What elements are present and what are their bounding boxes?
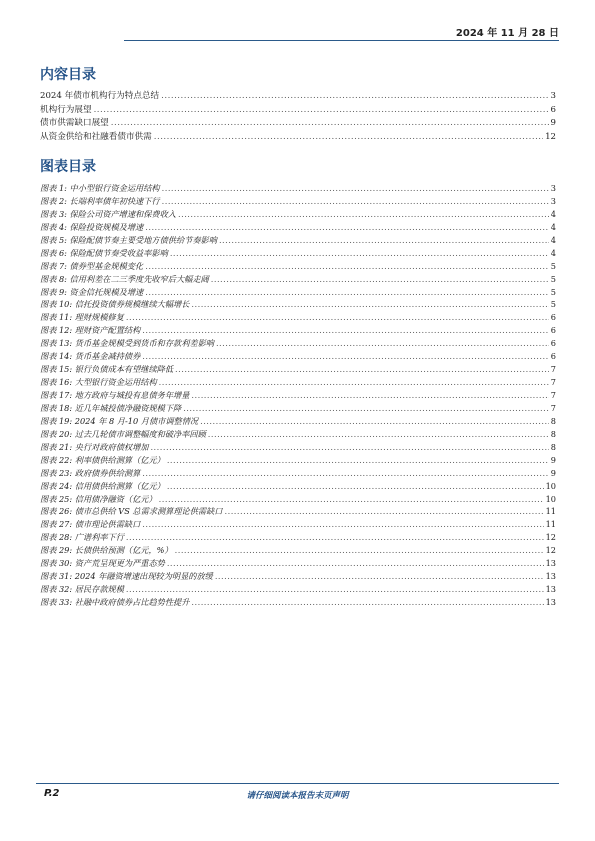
figure-entry-page: 12: [545, 545, 556, 556]
figure-entry[interactable]: [40, 247, 556, 260]
figure-entry-page: 9: [550, 454, 556, 465]
figure-entry-page: 6: [550, 338, 556, 349]
toc-entry-page: 6: [550, 104, 556, 115]
dot-leader: [167, 480, 544, 493]
figure-entry-label: 图表 29: 长债供给预测（亿元，%）: [40, 545, 173, 556]
figure-entry[interactable]: [40, 480, 556, 493]
dot-leader: [126, 583, 544, 596]
figure-entry-label: 图表 11: 理财规模修复: [40, 312, 124, 323]
dot-leader: [154, 131, 543, 145]
figure-entry[interactable]: [40, 221, 556, 234]
figure-entry-label: 图表 21: 央行对政府债权增加: [40, 441, 149, 452]
dot-leader: [162, 195, 549, 208]
figure-entry[interactable]: [40, 389, 556, 402]
figure-entry-label: 图表 33: 社融中政府债券占比趋势性提升: [40, 597, 190, 607]
figure-entry[interactable]: [40, 441, 556, 454]
dot-leader: [145, 221, 549, 234]
toc-entry-label: 机构行为展望: [40, 104, 92, 115]
toc-entry-label: 从资金供给和社融看债市供需: [40, 131, 152, 142]
dot-leader: [170, 247, 549, 260]
figure-entry[interactable]: [40, 234, 556, 247]
figure-entry-page: 11: [545, 519, 556, 530]
figure-entry[interactable]: [40, 376, 556, 389]
figure-entry-page: 7: [550, 377, 556, 388]
figure-entry-label: 图表 30: 资产荒呈现更为严重态势: [40, 558, 165, 569]
figure-entry[interactable]: [40, 402, 556, 415]
figure-entry[interactable]: [40, 311, 556, 324]
dot-leader: [142, 518, 543, 531]
dot-leader: [142, 324, 549, 337]
figure-entry-label: 图表 8: 信用利差在二三季度先收窄后大幅走阔: [40, 273, 209, 284]
figure-entry-label: 图表 18: 近几年城投债净融资规模下降: [40, 402, 182, 413]
figure-entry[interactable]: [40, 531, 556, 544]
figure-entry-label: 图表 9: 资金信托规模及增速: [40, 286, 144, 297]
figure-entry-page: 7: [550, 402, 556, 413]
dot-leader: [175, 363, 549, 376]
footer-rule: [36, 783, 559, 784]
figure-entry[interactable]: [40, 363, 556, 376]
figure-entry-page: 13: [545, 558, 556, 569]
dot-leader: [142, 350, 549, 363]
figure-entry[interactable]: [40, 273, 556, 286]
figure-entry-page: 7: [550, 364, 556, 375]
dot-leader: [159, 376, 549, 389]
toc-list: [40, 90, 556, 144]
figure-entry-page: 6: [550, 312, 556, 323]
figure-entry-page: 5: [550, 260, 556, 271]
dot-leader: [178, 208, 549, 221]
dot-leader: [219, 234, 549, 247]
figure-entry-page: 5: [550, 286, 556, 297]
dot-leader: [224, 505, 543, 518]
figure-entry-label: 图表 32: 居民存款规模: [40, 584, 124, 595]
figure-entry-label: 图表 7: 债券型基金规模变化: [40, 260, 144, 271]
toc-entry-page: 3: [550, 91, 556, 101]
figure-entry[interactable]: [40, 298, 556, 311]
figure-entry-page: 6: [550, 325, 556, 336]
figure-entry-label: 图表 20: 过去几轮债市调整幅度和破净率回顾: [40, 428, 206, 439]
figure-entry-label: 图表 10: 信托投资债券规模继续大幅增长: [40, 299, 190, 310]
figure-entry[interactable]: [40, 324, 556, 337]
dot-leader: [145, 286, 549, 299]
figure-entry-page: 10: [545, 480, 556, 491]
dot-leader: [161, 90, 548, 104]
figure-entry-label: 图表 14: 货币基金减持债券: [40, 351, 141, 362]
figure-entry[interactable]: [40, 557, 556, 570]
figure-entry-label: 图表 19: 2024 年 8 月-10 月债市调整情况: [40, 415, 199, 426]
figure-entry[interactable]: [40, 583, 556, 596]
figure-entry-label: 图表 12: 理财资产配置结构: [40, 325, 141, 336]
toc-entry[interactable]: [40, 90, 556, 104]
figure-entry-label: 图表 28: 广谱利率下行: [40, 532, 124, 543]
dot-leader: [94, 104, 549, 118]
figure-entry-page: 10: [545, 493, 556, 504]
dot-leader: [216, 337, 549, 350]
figure-entry[interactable]: [40, 454, 556, 467]
dot-leader: [126, 311, 549, 324]
figure-entry-label: 图表 23: 政府债券供给测算: [40, 467, 141, 478]
figure-entry[interactable]: [40, 415, 556, 428]
toc-entry-label: 2024 年债市机构行为特点总结: [40, 91, 160, 101]
figure-entry-label: 图表 31: 2024 年融资增速出现较为明显的放缓: [40, 571, 213, 582]
figure-entry-label: 图表 17: 地方政府与城投有息债务年增量: [40, 390, 190, 400]
toc-entry-page: 9: [550, 118, 556, 129]
dot-leader: [167, 557, 544, 570]
figure-entry-label: 图表 1: 中小型银行资金运用结构: [40, 183, 160, 193]
figure-entry-label: 图表 16: 大型银行资金运用结构: [40, 377, 157, 388]
figure-entry-page: 5: [550, 299, 556, 310]
figure-entry-page: 4: [550, 208, 556, 219]
figure-entry[interactable]: [40, 596, 556, 609]
header-rule: [124, 40, 559, 41]
figure-entry[interactable]: [40, 208, 556, 221]
dot-leader: [167, 454, 549, 467]
figure-entry-label: 图表 24: 信用债供给测算（亿元）: [40, 480, 165, 491]
header-date: 2024 年 11 月 28 日: [455, 28, 559, 39]
dot-leader: [175, 544, 544, 557]
figure-entry-label: 图表 25: 信用债净融资（亿元）: [40, 493, 157, 504]
figure-entry-page: 4: [550, 234, 556, 245]
figure-entry-page: 13: [545, 571, 556, 582]
toc-entry-page: 12: [545, 131, 556, 142]
figure-entry[interactable]: [40, 260, 556, 273]
dot-leader: [142, 467, 549, 480]
dot-leader: [162, 182, 549, 195]
figure-entry[interactable]: [40, 182, 556, 195]
figure-entry-page: 8: [550, 428, 556, 439]
figure-entry-page: 9: [550, 467, 556, 478]
dot-leader: [150, 441, 548, 454]
figure-entry-page: 12: [545, 532, 556, 543]
figure-entry-label: 图表 3: 保险公司资产增速和保费收入: [40, 208, 176, 219]
figure-entry-page: 13: [545, 597, 556, 607]
dot-leader: [183, 402, 549, 415]
figure-entry-page: 8: [550, 441, 556, 452]
toc-title: 内容目录: [40, 67, 96, 83]
figure-entry[interactable]: [40, 337, 556, 350]
toc-entry-label: 债市供需缺口展望: [40, 118, 109, 129]
dot-leader: [191, 389, 548, 402]
dot-leader: [200, 415, 549, 428]
figure-entry[interactable]: [40, 428, 556, 441]
figure-entry-page: 5: [550, 273, 556, 284]
figure-entry[interactable]: [40, 544, 556, 557]
toc-entry[interactable]: [40, 131, 556, 145]
figure-entry[interactable]: [40, 195, 556, 208]
toc-entry[interactable]: [40, 117, 556, 131]
figure-entry[interactable]: [40, 505, 556, 518]
figure-entry-label: 图表 13: 货币基金规模受到货币和存款利差影响: [40, 338, 214, 349]
dot-leader: [126, 531, 544, 544]
dot-leader: [145, 260, 549, 273]
dot-leader: [159, 493, 544, 506]
figure-entry[interactable]: [40, 493, 556, 506]
figure-entry-label: 图表 22: 利率债供给测算（亿元）: [40, 454, 165, 465]
figure-entry-label: 图表 2: 长端利率债年初快速下行: [40, 195, 160, 206]
figure-list: [40, 182, 556, 609]
figure-entry-page: 3: [550, 183, 556, 193]
footer-disclaimer: 请仔细阅读本报告末页声明: [246, 791, 349, 801]
figure-entry-page: 4: [550, 247, 556, 258]
dot-leader: [191, 596, 543, 609]
figure-entry[interactable]: [40, 350, 556, 363]
figure-entry[interactable]: [40, 467, 556, 480]
figure-entry-page: 6: [550, 351, 556, 362]
figure-entry[interactable]: [40, 286, 556, 299]
figure-entry-label: 图表 15: 银行负债成本有望继续降低: [40, 364, 174, 375]
figure-entry[interactable]: [40, 518, 556, 531]
figure-entry-page: 11: [545, 506, 556, 517]
figure-entry-page: 4: [550, 221, 556, 232]
figure-entry-page: 3: [550, 195, 556, 206]
figure-entry-page: 7: [550, 390, 556, 400]
figure-list-title: 图表目录: [40, 159, 96, 175]
figure-entry[interactable]: [40, 570, 556, 583]
footer-page-number: P.2: [44, 788, 60, 799]
toc-entry[interactable]: [40, 104, 556, 118]
dot-leader: [215, 570, 544, 583]
figure-entry-label: 图表 6: 保险配债节奏受收益率影响: [40, 247, 168, 258]
dot-leader: [191, 298, 548, 311]
figure-entry-page: 13: [545, 584, 556, 595]
figure-entry-label: 图表 5: 保险配债节奏主要受地方债供给节奏影响: [40, 234, 217, 245]
dot-leader: [211, 273, 549, 286]
figure-entry-label: 图表 4: 保险投资规模及增速: [40, 221, 144, 232]
figure-entry-label: 图表 27: 债市理论供需缺口: [40, 519, 141, 530]
dot-leader: [111, 117, 549, 131]
figure-entry-label: 图表 26: 债市总供给 VS 总需求测算理论供需缺口: [40, 506, 223, 517]
dot-leader: [208, 428, 549, 441]
figure-entry-page: 8: [550, 415, 556, 426]
